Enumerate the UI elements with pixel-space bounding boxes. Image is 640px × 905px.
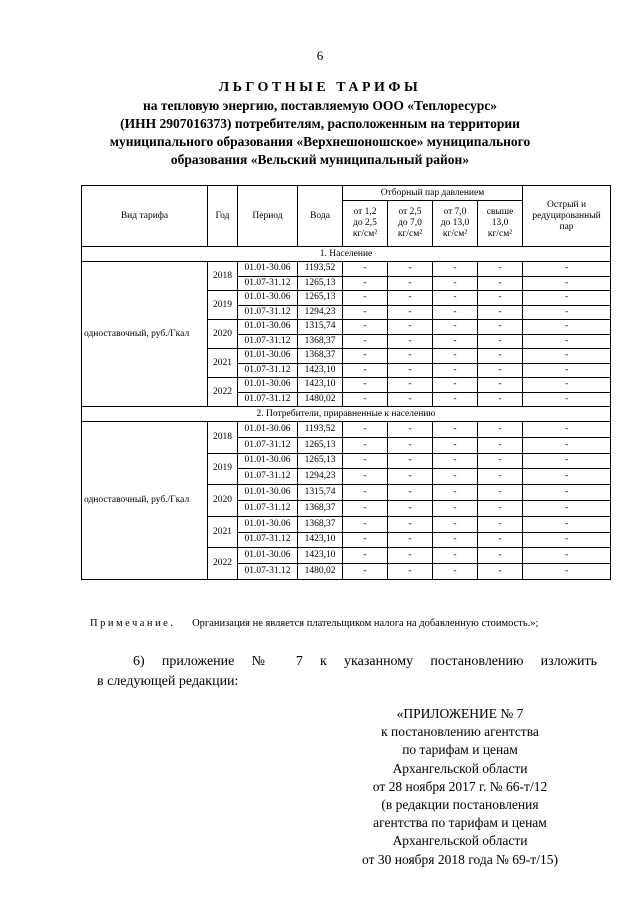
empty-value-cell: -: [478, 469, 523, 485]
empty-value-cell: -: [523, 437, 611, 453]
section-heading: 1. Население: [82, 247, 611, 262]
title-line: ЛЬГОТНЫЕ ТАРИФЫ: [218, 80, 422, 95]
year-cell: 2018: [208, 262, 238, 291]
period-cell: 01.01-30.06: [238, 291, 298, 306]
empty-value-cell: -: [343, 320, 388, 335]
empty-value-cell: -: [478, 532, 523, 548]
empty-value-cell: -: [388, 469, 433, 485]
empty-value-cell: -: [523, 392, 611, 407]
empty-value-cell: -: [388, 320, 433, 335]
empty-value-cell: -: [343, 564, 388, 580]
empty-value-cell: -: [388, 437, 433, 453]
empty-value-cell: -: [388, 349, 433, 364]
empty-value-cell: -: [433, 453, 478, 469]
empty-value-cell: -: [388, 422, 433, 438]
year-cell: 2019: [208, 453, 238, 485]
empty-value-cell: -: [433, 564, 478, 580]
water-tariff-cell: 1265,13: [298, 291, 343, 306]
water-tariff-cell: 1480,02: [298, 564, 343, 580]
water-tariff-cell: 1193,52: [298, 422, 343, 438]
empty-value-cell: -: [523, 320, 611, 335]
period-cell: 01.07-31.12: [238, 564, 298, 580]
header-steam-col: от 7,0 до 13,0 кг/см²: [433, 201, 478, 247]
empty-value-cell: -: [388, 516, 433, 532]
empty-value-cell: -: [478, 548, 523, 564]
page-number: 6: [316, 48, 324, 63]
year-cell: 2021: [208, 516, 238, 548]
empty-value-cell: -: [478, 500, 523, 516]
empty-value-cell: -: [388, 392, 433, 407]
water-tariff-cell: 1294,23: [298, 305, 343, 320]
water-tariff-cell: 1265,13: [298, 276, 343, 291]
header-period: Период: [238, 186, 298, 247]
empty-value-cell: -: [523, 532, 611, 548]
header-steam-group: Отборный пар давлением: [343, 186, 523, 201]
year-cell: 2019: [208, 291, 238, 320]
empty-value-cell: -: [478, 564, 523, 580]
empty-value-cell: -: [343, 485, 388, 501]
empty-value-cell: -: [523, 453, 611, 469]
tariff-kind: одноставочный, руб./Гкал: [82, 262, 208, 407]
header-sharp-steam: Острый и редуцированный пар: [523, 186, 611, 247]
empty-value-cell: -: [343, 453, 388, 469]
empty-value-cell: -: [523, 262, 611, 277]
water-tariff-cell: 1368,37: [298, 516, 343, 532]
water-tariff-cell: 1423,10: [298, 532, 343, 548]
empty-value-cell: -: [343, 276, 388, 291]
empty-value-cell: -: [343, 532, 388, 548]
empty-value-cell: -: [478, 276, 523, 291]
header-steam-col: от 2,5 до 7,0 кг/см²: [388, 201, 433, 247]
empty-value-cell: -: [478, 516, 523, 532]
empty-value-cell: -: [478, 262, 523, 277]
empty-value-cell: -: [388, 291, 433, 306]
empty-value-cell: -: [523, 548, 611, 564]
period-cell: 01.01-30.06: [238, 320, 298, 335]
period-cell: 01.07-31.12: [238, 334, 298, 349]
empty-value-cell: -: [433, 262, 478, 277]
year-cell: 2020: [208, 485, 238, 517]
empty-value-cell: -: [343, 392, 388, 407]
header-steam-col: свыше 13,0 кг/см²: [478, 201, 523, 247]
period-cell: 01.07-31.12: [238, 469, 298, 485]
empty-value-cell: -: [388, 532, 433, 548]
appendix-line: Архангельской области: [392, 833, 528, 849]
empty-value-cell: -: [523, 500, 611, 516]
table-row: [82, 262, 611, 277]
water-tariff-cell: 1423,10: [298, 548, 343, 564]
empty-value-cell: -: [523, 469, 611, 485]
note-text: Организация не является плательщиком налога на добавленную стоимость.»;: [192, 618, 539, 629]
empty-value-cell: -: [433, 516, 478, 532]
year-cell: 2022: [208, 548, 238, 580]
period-cell: 01.01-30.06: [238, 422, 298, 438]
year-cell: 2020: [208, 320, 238, 349]
empty-value-cell: -: [478, 320, 523, 335]
appendix-line: (в редакции постановления: [381, 797, 539, 813]
period-cell: 01.01-30.06: [238, 453, 298, 469]
empty-value-cell: -: [478, 422, 523, 438]
period-cell: 01.01-30.06: [238, 262, 298, 277]
empty-value-cell: -: [388, 363, 433, 378]
period-cell: 01.07-31.12: [238, 500, 298, 516]
empty-value-cell: -: [478, 334, 523, 349]
empty-value-cell: -: [523, 334, 611, 349]
empty-value-cell: -: [433, 437, 478, 453]
empty-value-cell: -: [388, 276, 433, 291]
empty-value-cell: -: [343, 437, 388, 453]
water-tariff-cell: 1315,74: [298, 485, 343, 501]
paragraph-6: [97, 652, 597, 692]
appendix-line: Архангельской области: [392, 760, 528, 776]
header-steam-col: от 1,2 до 2,5 кг/см²: [343, 201, 388, 247]
period-cell: 01.07-31.12: [238, 276, 298, 291]
period-cell: 01.01-30.06: [238, 349, 298, 364]
empty-value-cell: -: [343, 469, 388, 485]
empty-value-cell: -: [433, 422, 478, 438]
water-tariff-cell: 1423,10: [298, 378, 343, 393]
empty-value-cell: -: [478, 453, 523, 469]
empty-value-cell: -: [523, 485, 611, 501]
empty-value-cell: -: [343, 378, 388, 393]
appendix-line: от 28 ноября 2017 г. № 66-т/12: [372, 778, 548, 794]
empty-value-cell: -: [388, 305, 433, 320]
water-tariff-cell: 1368,37: [298, 349, 343, 364]
header-kind: Вид тарифа: [82, 186, 208, 247]
empty-value-cell: -: [343, 291, 388, 306]
empty-value-cell: -: [523, 349, 611, 364]
year-cell: 2022: [208, 378, 238, 407]
empty-value-cell: -: [388, 548, 433, 564]
empty-value-cell: -: [523, 363, 611, 378]
title-line: муниципального образования «Верхнешоношское» муниципального: [109, 134, 531, 149]
empty-value-cell: -: [433, 291, 478, 306]
water-tariff-cell: 1265,13: [298, 437, 343, 453]
empty-value-cell: -: [343, 349, 388, 364]
empty-value-cell: -: [343, 516, 388, 532]
appendix-line: агентства по тарифам и ценам: [373, 815, 547, 831]
title-line: (ИНН 2907016373) потребителям, расположенным на территории: [120, 116, 520, 131]
water-tariff-cell: 1368,37: [298, 334, 343, 349]
period-cell: 01.01-30.06: [238, 485, 298, 501]
period-cell: 01.07-31.12: [238, 437, 298, 453]
empty-value-cell: -: [478, 378, 523, 393]
empty-value-cell: -: [433, 392, 478, 407]
empty-value-cell: -: [478, 305, 523, 320]
empty-value-cell: -: [478, 363, 523, 378]
document-title: [40, 79, 600, 169]
water-tariff-cell: 1315,74: [298, 320, 343, 335]
table-note: [90, 618, 538, 629]
empty-value-cell: -: [478, 392, 523, 407]
empty-value-cell: -: [523, 378, 611, 393]
year-cell: 2021: [208, 349, 238, 378]
appendix-header: [330, 705, 590, 869]
empty-value-cell: -: [523, 564, 611, 580]
empty-value-cell: -: [343, 305, 388, 320]
title-line: на тепловую энергию, поставляемую ООО «Теплоресурс»: [142, 98, 498, 113]
water-tariff-cell: 1193,52: [298, 262, 343, 277]
empty-value-cell: -: [343, 548, 388, 564]
empty-value-cell: -: [433, 532, 478, 548]
period-cell: 01.07-31.12: [238, 532, 298, 548]
empty-value-cell: -: [433, 378, 478, 393]
empty-value-cell: -: [523, 291, 611, 306]
section-heading: 2. Потребители, приравненные к населению: [82, 407, 611, 422]
water-tariff-cell: 1423,10: [298, 363, 343, 378]
appendix-line: к постановлению агентства: [381, 724, 539, 740]
empty-value-cell: -: [433, 334, 478, 349]
empty-value-cell: -: [478, 485, 523, 501]
empty-value-cell: -: [478, 291, 523, 306]
empty-value-cell: -: [523, 422, 611, 438]
empty-value-cell: -: [433, 469, 478, 485]
empty-value-cell: -: [478, 437, 523, 453]
paragraph-line: 6) приложение № 7 к указанному постановлению изложить: [133, 654, 597, 669]
water-tariff-cell: 1265,13: [298, 453, 343, 469]
empty-value-cell: -: [343, 262, 388, 277]
empty-value-cell: -: [343, 500, 388, 516]
period-cell: 01.01-30.06: [238, 516, 298, 532]
empty-value-cell: -: [523, 305, 611, 320]
empty-value-cell: -: [343, 363, 388, 378]
year-cell: 2018: [208, 422, 238, 454]
paragraph-line: в следующей редакции:: [97, 674, 239, 689]
empty-value-cell: -: [433, 500, 478, 516]
header-water: Вода: [298, 186, 343, 247]
empty-value-cell: -: [433, 363, 478, 378]
period-cell: 01.07-31.12: [238, 392, 298, 407]
empty-value-cell: -: [433, 349, 478, 364]
empty-value-cell: -: [388, 564, 433, 580]
appendix-line: от 30 ноября 2018 года № 69-т/15): [362, 851, 558, 867]
note-label: Примечание.: [90, 618, 176, 629]
empty-value-cell: -: [523, 276, 611, 291]
water-tariff-cell: 1480,02: [298, 392, 343, 407]
empty-value-cell: -: [433, 305, 478, 320]
empty-value-cell: -: [388, 500, 433, 516]
water-tariff-cell: 1294,23: [298, 469, 343, 485]
title-line: образования «Вельский муниципальный район»: [170, 152, 470, 167]
empty-value-cell: -: [388, 334, 433, 349]
period-cell: 01.01-30.06: [238, 548, 298, 564]
appendix-line: «ПРИЛОЖЕНИЕ № 7: [396, 706, 524, 721]
period-cell: 01.07-31.12: [238, 363, 298, 378]
empty-value-cell: -: [433, 276, 478, 291]
header-year: Год: [208, 186, 238, 247]
empty-value-cell: -: [388, 453, 433, 469]
empty-value-cell: -: [343, 334, 388, 349]
empty-value-cell: -: [523, 516, 611, 532]
empty-value-cell: -: [388, 485, 433, 501]
appendix-line: по тарифам и ценам: [402, 742, 518, 758]
empty-value-cell: -: [433, 548, 478, 564]
empty-value-cell: -: [478, 349, 523, 364]
empty-value-cell: -: [433, 320, 478, 335]
period-cell: 01.01-30.06: [238, 378, 298, 393]
period-cell: 01.07-31.12: [238, 305, 298, 320]
empty-value-cell: -: [433, 485, 478, 501]
empty-value-cell: -: [388, 378, 433, 393]
tariff-kind: одноставочный, руб./Гкал: [82, 422, 208, 580]
empty-value-cell: -: [388, 262, 433, 277]
empty-value-cell: -: [343, 422, 388, 438]
tariff-table: [81, 185, 611, 580]
water-tariff-cell: 1368,37: [298, 500, 343, 516]
table-row: [82, 422, 611, 438]
